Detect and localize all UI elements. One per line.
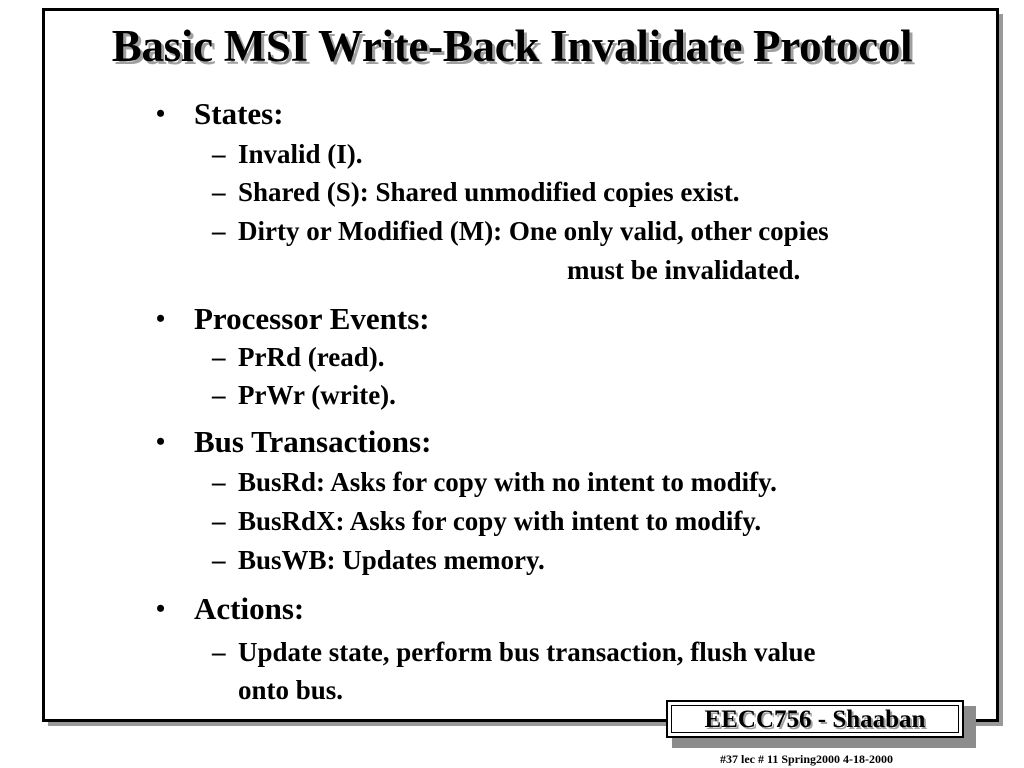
dash-icon: – <box>212 545 226 575</box>
bullet-icon: • <box>156 427 166 456</box>
list-item-continuation: must be invalidated. <box>567 255 801 285</box>
list-item: PrRd (read). <box>238 342 385 372</box>
bullet-icon: • <box>156 304 166 333</box>
dash-icon: – <box>212 637 226 667</box>
list-item: Invalid (I). <box>238 139 363 169</box>
list-item: BusRdX: Asks for copy with intent to modify. <box>238 506 762 536</box>
bullet-icon: • <box>156 99 166 128</box>
section-heading-bus-transactions: Bus Transactions: <box>194 424 432 459</box>
section-heading-states: States: <box>194 96 284 131</box>
list-item: Update state, perform bus transaction, flush value <box>238 637 816 667</box>
list-item-continuation: onto bus. <box>238 675 344 705</box>
section-heading-processor-events: Processor Events: <box>194 301 430 336</box>
course-badge <box>666 700 964 738</box>
list-item: BusRd: Asks for copy with no intent to modify. <box>238 467 777 497</box>
dash-icon: – <box>212 216 226 246</box>
slide-title: Basic MSI Write-Back Invalidate Protocol <box>111 21 913 71</box>
list-item: PrWr (write). <box>238 380 396 410</box>
badge-text: EECC756 - Shaaban <box>704 706 926 733</box>
dash-icon: – <box>212 342 226 372</box>
section-heading-actions: Actions: <box>194 591 305 626</box>
dash-icon: – <box>212 139 226 169</box>
dash-icon: – <box>212 506 226 536</box>
bullet-icon: • <box>156 594 166 623</box>
dash-icon: – <box>212 467 226 497</box>
list-item: Dirty or Modified (M): One only valid, other copies <box>238 216 829 246</box>
list-item: BusWB: Updates memory. <box>238 545 545 575</box>
list-item: Shared (S): Shared unmodified copies exist. <box>238 177 740 207</box>
slide-footer: #37 lec # 11 Spring2000 4-18-2000 <box>720 752 893 766</box>
dash-icon: – <box>212 380 226 410</box>
dash-icon: – <box>212 177 226 207</box>
